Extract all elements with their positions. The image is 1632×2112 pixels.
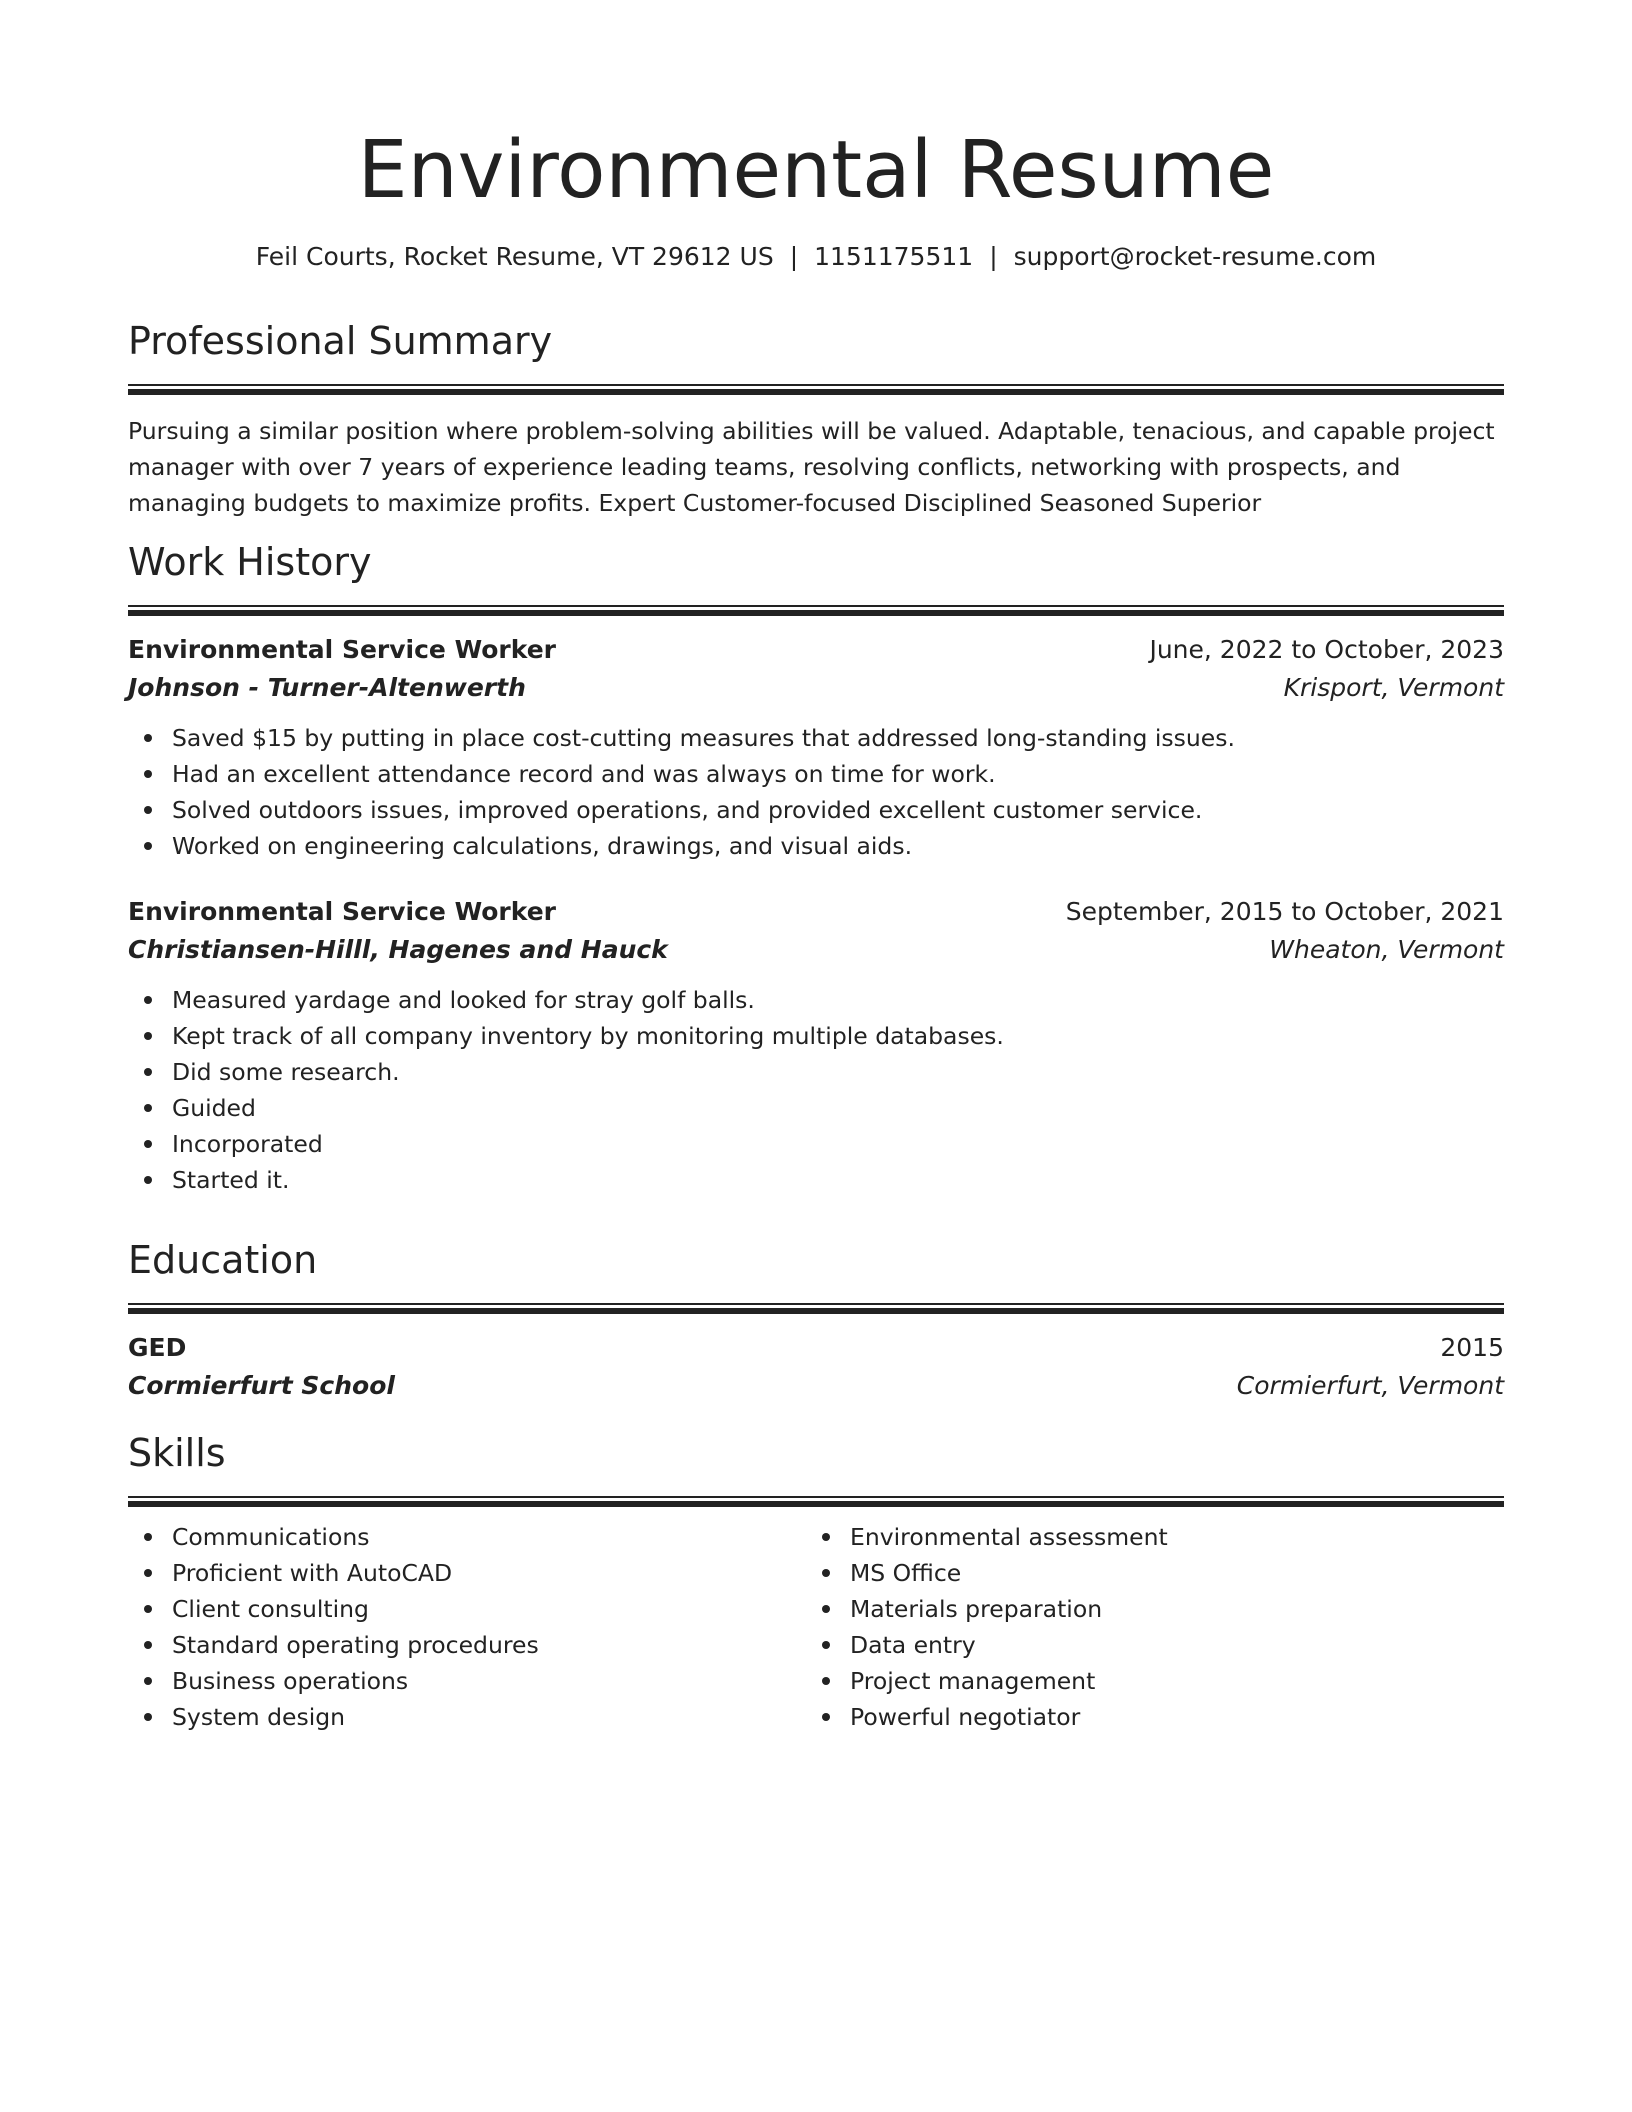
- skills-list-left: [128, 1519, 806, 1735]
- job-subheader: [128, 668, 1504, 708]
- list-item: Client consulting: [128, 1591, 806, 1627]
- job-position: Environmental Service Worker: [128, 635, 557, 664]
- list-item: Measured yardage and looked for stray golf balls.: [128, 982, 1504, 1018]
- list-item: Environmental assessment: [806, 1519, 1484, 1555]
- list-item: Standard operating procedures: [128, 1627, 806, 1663]
- education-year: 2015: [1440, 1333, 1504, 1362]
- list-item: MS Office: [806, 1555, 1484, 1591]
- job-header: [128, 632, 1504, 668]
- list-item: System design: [128, 1699, 806, 1735]
- job-location: Wheaton, Vermont: [1269, 935, 1504, 964]
- education-heading: Education: [128, 1238, 318, 1282]
- summary-section: [128, 316, 1504, 521]
- contact-phone: 1151175511: [814, 242, 974, 271]
- list-item: Saved $15 by putting in place cost-cutting measures that addressed long-standing issues.: [128, 720, 1504, 756]
- education-entry: [128, 1330, 1504, 1406]
- list-item: Did some research.: [128, 1054, 1504, 1090]
- education-school: Cormierfurt School: [128, 1371, 395, 1400]
- job-entry: [128, 632, 1504, 864]
- education-subheader: [128, 1366, 1504, 1406]
- section-divider: [128, 605, 1504, 616]
- job-bullets: [128, 720, 1504, 864]
- list-item: Incorporated: [128, 1126, 1504, 1162]
- list-item: Communications: [128, 1519, 806, 1555]
- work-heading: Work History: [128, 540, 372, 584]
- section-divider: [128, 384, 1504, 395]
- job-company: Christiansen-Hilll, Hagenes and Hauck: [128, 935, 668, 964]
- list-item: Worked on engineering calculations, drawings, and visual aids.: [128, 828, 1504, 864]
- list-item: Started it.: [128, 1162, 1504, 1198]
- list-item: Had an excellent attendance record and was always on time for work.: [128, 756, 1504, 792]
- education-section: [128, 1235, 1504, 1406]
- education-location: Cormierfurt, Vermont: [1236, 1371, 1504, 1400]
- work-section: [128, 537, 1504, 1198]
- job-entry: [128, 894, 1504, 1198]
- skills-section: [128, 1428, 1504, 1735]
- education-degree: GED: [128, 1333, 187, 1362]
- list-item: Guided: [128, 1090, 1504, 1126]
- job-company: Johnson - Turner-Altenwerth: [128, 673, 526, 702]
- section-divider: [128, 1496, 1504, 1507]
- resume-page: [128, 0, 1504, 2112]
- contact-separator: |: [789, 242, 799, 271]
- list-item: Solved outdoors issues, improved operations, and provided excellent customer service.: [128, 792, 1504, 828]
- education-header: [128, 1330, 1504, 1366]
- job-bullets: [128, 982, 1504, 1198]
- job-position: Environmental Service Worker: [128, 897, 557, 926]
- contact-line: [128, 240, 1504, 274]
- job-dates: June, 2022 to October, 2023: [1149, 635, 1504, 664]
- job-header: [128, 894, 1504, 930]
- skills-heading: Skills: [128, 1431, 226, 1475]
- list-item: Proficient with AutoCAD: [128, 1555, 806, 1591]
- job-subheader: [128, 930, 1504, 970]
- list-item: Project management: [806, 1663, 1484, 1699]
- list-item: Materials preparation: [806, 1591, 1484, 1627]
- contact-email: support@rocket-resume.com: [1013, 242, 1377, 271]
- list-item: Business operations: [128, 1663, 806, 1699]
- contact-address: Feil Courts, Rocket Resume, VT 29612 US: [255, 242, 774, 271]
- skills-list-right: [806, 1519, 1484, 1735]
- list-item: Powerful negotiator: [806, 1699, 1484, 1735]
- resume-name: Environmental Resume: [357, 124, 1275, 216]
- list-item: Data entry: [806, 1627, 1484, 1663]
- list-item: Kept track of all company inventory by monitoring multiple databases.: [128, 1018, 1504, 1054]
- job-location: Krisport, Vermont: [1283, 673, 1504, 702]
- skills-columns: [128, 1507, 1504, 1735]
- section-divider: [128, 1303, 1504, 1314]
- summary-heading: Professional Summary: [128, 319, 553, 363]
- contact-separator: |: [989, 242, 998, 271]
- summary-text: Pursuing a similar position where problem-solving abilities will be valued. Adaptable, tenacious, and capable project manager with over 7 years of experience leading teams, resolving conflicts, networking with prospects, and managing budgets to maximize profits. Expert Customer-focused Disciplined Seasoned Superior: [128, 417, 1495, 517]
- job-dates: September, 2015 to October, 2021: [1065, 897, 1504, 926]
